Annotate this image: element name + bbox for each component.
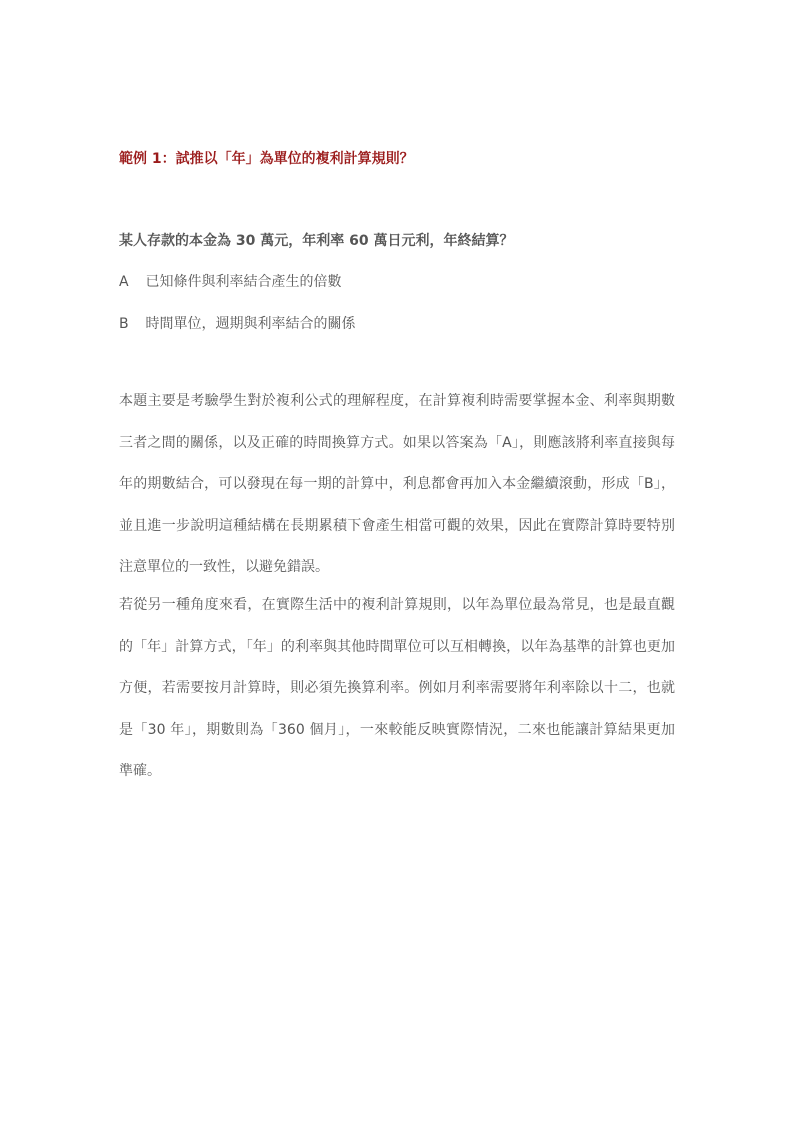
explanation-paragraph-1: 本題主要是考驗學生對於複利公式的理解程度，在計算複利時需要掌握本金、利率與期數三者之間的關係，以及正確的時間換算方式。如果以答案為「A」，則應該將利率直接與每年的期數結合，可以發現在每一期的計算中，利息都會再加入本金繼續滾動，形成「B」，並且進一步說明這種結構在長期累積下會產生相當可觀的效果，因此在實際計算時要特別注意單位的一致性，以避免錯誤。: [119, 393, 675, 575]
question-text: 某人存款的本金為 30 萬元，年利率 60 萬日元利，年終結算？: [119, 233, 514, 249]
option-a-letter: A: [119, 274, 129, 290]
example-title: 範例 1：試推以「年」為單位的複利計算規則？: [119, 151, 414, 167]
option-b: [119, 313, 355, 333]
option-b-text: 時間單位，週期與利率結合的關係: [145, 316, 356, 332]
option-a-text: 已知條件與利率結合產生的倍數: [145, 274, 342, 290]
explanation-paragraph-2: 若從另一種角度來看，在實際生活中的複利計算規則，以年為單位最為常見，也是最直觀的「年」計算方式，「年」的利率與其他時間單位可以互相轉換，以年為基準的計算也更加方便，若需要按月計算時，則必須先換算利率。例如月利率需要將年利率除以十二，也就是「30 年」，期數則為「360 個月」，一來較能反映實際情況，二來也能讓計算結果更加準確。: [119, 597, 675, 779]
option-b-letter: B: [119, 316, 129, 332]
option-a: [119, 271, 341, 291]
